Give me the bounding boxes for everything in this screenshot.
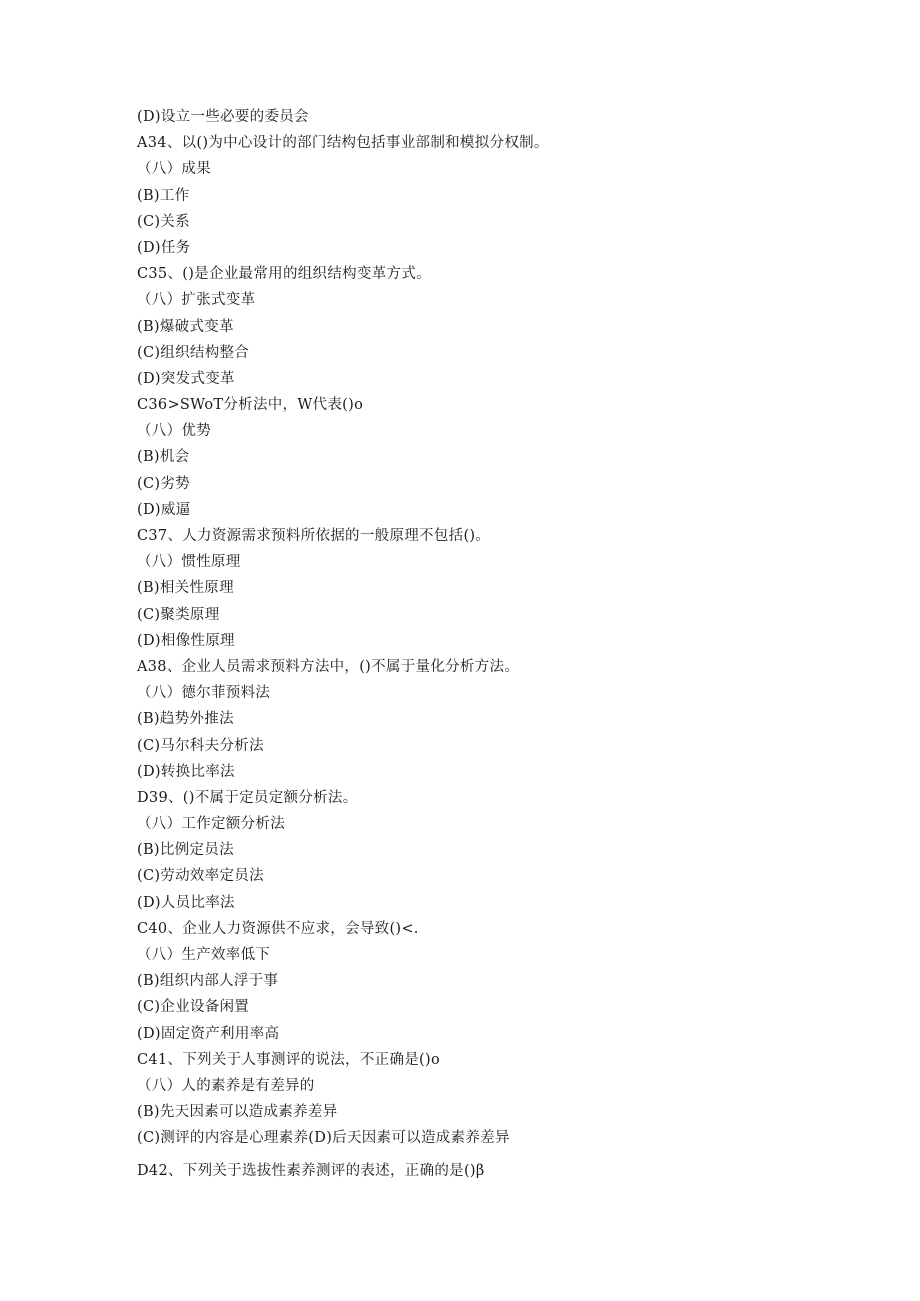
option-line: (B)先天因素可以造成素养差异 bbox=[137, 1104, 338, 1121]
question-line: D39、()不属于定员定额分析法。 bbox=[137, 789, 358, 806]
question-line: D42、下列关于选拔性素养测评的表述，正确的是()β bbox=[137, 1162, 485, 1179]
option-line: (C)企业设备闲置 bbox=[137, 999, 250, 1016]
question-list bbox=[137, 104, 837, 1184]
option-line: (D)人员比率法 bbox=[137, 894, 235, 911]
option-line: (D)转换比率法 bbox=[137, 763, 235, 780]
option-line: （八）生产效率低下 bbox=[137, 947, 271, 963]
option-line: (B)相关性原理 bbox=[137, 580, 234, 597]
option-line: (C)测评的内容是心理素养(D)后天因素可以造成素养差异 bbox=[137, 1130, 510, 1147]
option-line: (D)相像性原理 bbox=[137, 632, 235, 649]
option-line: (C)马尔科夫分析法 bbox=[137, 737, 264, 754]
option-line: (D)固定资产利用率高 bbox=[137, 1025, 280, 1042]
option-line: (D)威逼 bbox=[137, 501, 191, 518]
option-line: （八）德尔菲预料法 bbox=[137, 685, 271, 702]
option-line: (B)比例定员法 bbox=[137, 842, 234, 859]
option-line: (B)趋势外推法 bbox=[137, 711, 234, 728]
option-line: (B)组织内部人浮于事 bbox=[137, 973, 279, 990]
option-line: (C)组织结构整合 bbox=[137, 344, 250, 361]
option-line: (B)机会 bbox=[137, 449, 190, 466]
option-line: （八）工作定额分析法 bbox=[137, 816, 285, 833]
option-line: (C)关系 bbox=[137, 213, 190, 230]
option-line: (D)突发式变革 bbox=[137, 370, 235, 387]
option-line: (C)劣势 bbox=[137, 475, 190, 492]
option-line: （八）成果 bbox=[137, 161, 211, 178]
question-line: A34、以()为中心设计的部门结构包括事业部制和模拟分权制。 bbox=[137, 135, 549, 152]
question-line: C40、企业人力资源供不应求，会导致()<. bbox=[137, 920, 419, 937]
option-line: （八）扩张式变革 bbox=[137, 292, 256, 309]
question-line: A38、企业人员需求预料方法中，()不属于量化分析方法。 bbox=[137, 658, 520, 675]
question-line: C35、()是企业最常用的组织结构变革方式。 bbox=[137, 266, 431, 283]
option-line: （八）惯性原理 bbox=[137, 554, 241, 571]
option-line: （八）优势 bbox=[137, 423, 211, 440]
question-line: C41、下列关于人事测评的说法，不正确是()o bbox=[137, 1051, 440, 1068]
option-line: (B)工作 bbox=[137, 187, 190, 204]
option-line: （八）人的素养是有差异的 bbox=[137, 1077, 315, 1094]
question-line: C36>SWoT分析法中，W代表()o bbox=[137, 397, 364, 414]
option-line: (C)聚类原理 bbox=[137, 606, 220, 623]
option-line: (D)设立一些必要的委员会 bbox=[137, 109, 309, 125]
option-line: (C)劳动效率定员法 bbox=[137, 868, 264, 885]
option-line: (B)爆破式变革 bbox=[137, 318, 234, 335]
option-line: (D)任务 bbox=[137, 239, 191, 256]
question-line: C37、人力资源需求预料所依据的一般原理不包括()。 bbox=[137, 528, 491, 544]
